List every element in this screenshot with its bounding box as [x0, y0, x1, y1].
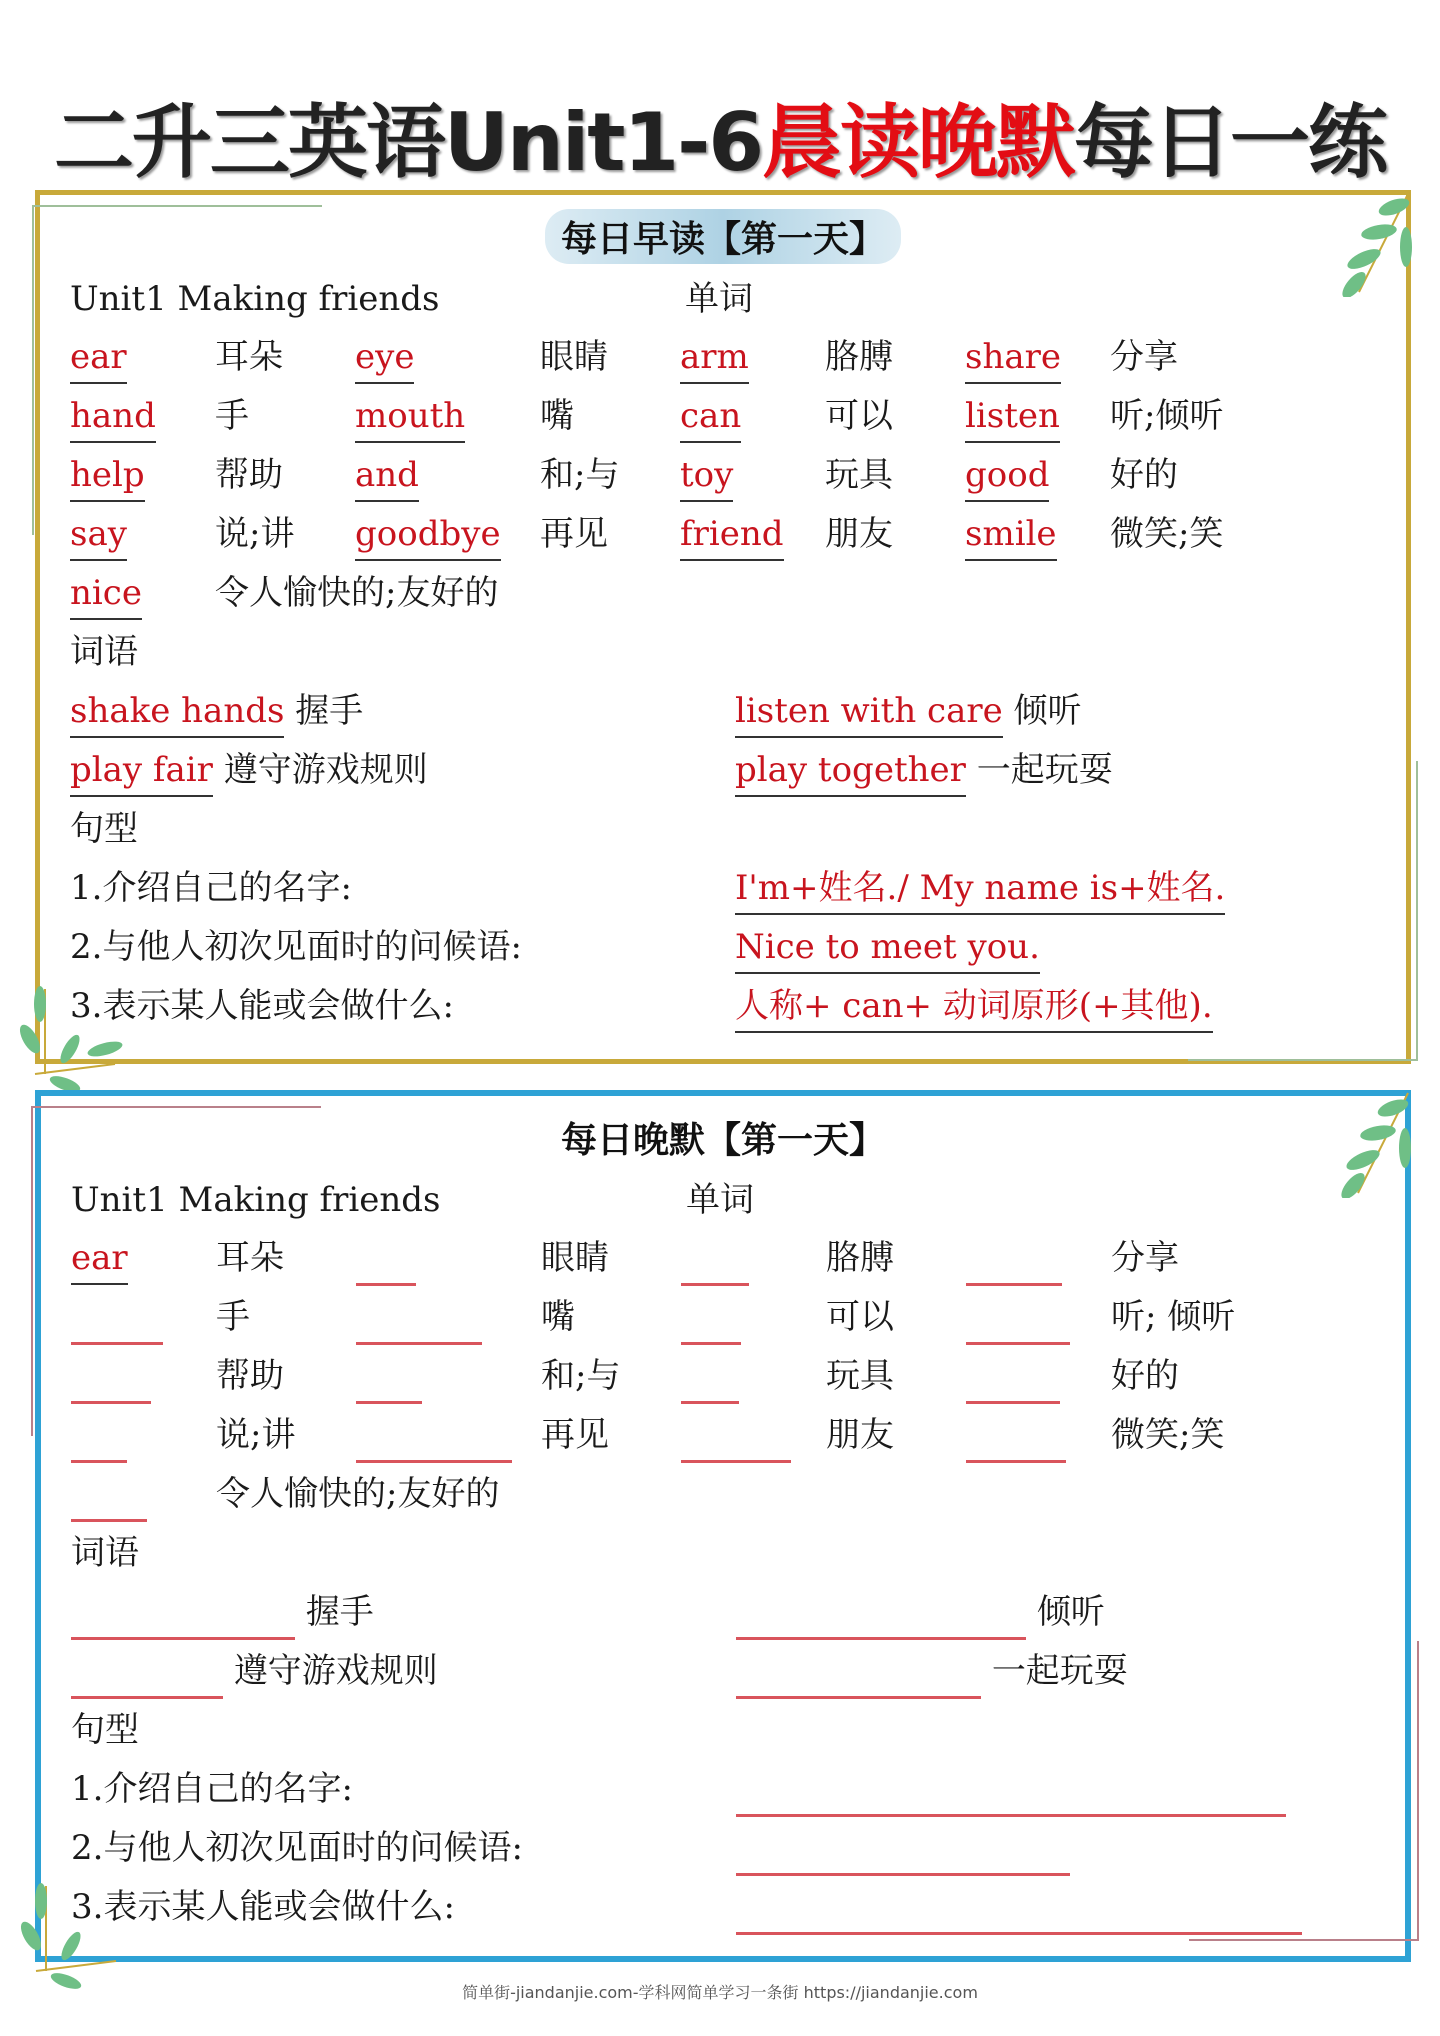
unit-title: Unit1 Making friends — [70, 279, 440, 319]
phrase-cn: 一起玩耍 — [991, 1651, 1128, 1691]
decor-line — [32, 205, 34, 535]
phrase-cn: 遵守游戏规则 — [223, 750, 428, 790]
answer-blank[interactable] — [681, 1361, 739, 1404]
title-part3: 每日一练 — [1074, 96, 1387, 189]
answer-blank[interactable] — [71, 1597, 295, 1640]
word-cn: 听; 倾听 — [1111, 1297, 1236, 1337]
word-cn: 手 — [215, 396, 249, 436]
answer-blank[interactable] — [966, 1243, 1062, 1286]
word-cn: 胳膊 — [825, 337, 893, 377]
answer-blank[interactable] — [966, 1302, 1070, 1345]
word-cn: 好的 — [1110, 455, 1178, 495]
word-en: hand — [70, 391, 156, 443]
word-en: goodbye — [355, 509, 501, 561]
answer-blank[interactable] — [356, 1302, 482, 1345]
phrase-en: play fair — [70, 745, 213, 797]
word-cn: 帮助 — [215, 455, 283, 495]
decor-line — [1416, 761, 1418, 1061]
word-cn: 耳朵 — [216, 1238, 284, 1278]
phrase-cn: 倾听 — [1013, 691, 1082, 731]
phrase-cn: 握手 — [295, 691, 364, 731]
sentence-prompt: 1.介绍自己的名字: — [71, 1769, 353, 1809]
word-cn: 玩具 — [826, 1356, 894, 1396]
word-cn: 和;与 — [541, 1356, 621, 1396]
decor-line — [32, 205, 322, 207]
word-cn: 耳朵 — [215, 337, 283, 377]
word-en: ear — [70, 332, 127, 384]
sentence-answer: I'm+姓名./ My name is+姓名. — [735, 863, 1225, 915]
word-en: say — [70, 509, 127, 561]
answer-blank[interactable] — [71, 1656, 223, 1699]
word-en: arm — [680, 332, 749, 384]
decor-line — [1417, 1641, 1419, 1941]
word-cn: 再见 — [541, 1415, 609, 1455]
title-part1: 二升三英语Unit1-6 — [53, 96, 763, 189]
word-en: listen — [965, 391, 1060, 443]
answer-blank[interactable] — [736, 1774, 1286, 1817]
word-en: can — [680, 391, 741, 443]
answer-blank[interactable] — [681, 1243, 749, 1286]
words-label: 单词 — [685, 279, 753, 319]
decor-line — [1188, 1059, 1418, 1061]
word-en: good — [965, 450, 1049, 502]
word-cn: 听;倾听 — [1110, 396, 1224, 436]
word-cn: 帮助 — [216, 1356, 284, 1396]
word-cn: 眼睛 — [540, 337, 608, 377]
answer-blank[interactable] — [356, 1420, 512, 1463]
word-cn: 分享 — [1111, 1238, 1179, 1278]
page-title — [0, 78, 1440, 193]
decor-line — [31, 1106, 33, 1436]
phrases-label: 词语 — [71, 1533, 139, 1573]
word-cn: 嘴 — [541, 1297, 575, 1337]
word-en: mouth — [355, 391, 465, 443]
unit-title: Unit1 Making friends — [71, 1180, 441, 1220]
sentence-prompt: 3.表示某人能或会做什么: — [71, 1887, 455, 1927]
phrase-en: listen with care — [735, 686, 1003, 738]
answer-blank[interactable] — [681, 1420, 791, 1463]
word-en: and — [355, 450, 419, 502]
sentence-prompt: 2.与他人初次见面时的问候语: — [70, 927, 522, 967]
leaf-branch-icon — [1334, 187, 1414, 297]
sentences-label: 句型 — [70, 809, 138, 849]
word-en: eye — [355, 332, 414, 384]
section-header: 每日晚默【第一天】 — [560, 1120, 885, 1161]
answer-blank[interactable] — [736, 1656, 981, 1699]
answer-blank[interactable] — [736, 1892, 1302, 1935]
footer-watermark: 简单街-jiandanjie.com-学科网简单学习一条街 https://jiandanjie.com — [462, 1983, 978, 2002]
sentence-prompt: 3.表示某人能或会做什么: — [70, 986, 454, 1026]
word-en: friend — [680, 509, 784, 561]
answer-blank[interactable] — [71, 1479, 147, 1522]
answer-blank[interactable] — [356, 1361, 422, 1404]
phrase-en: play together — [735, 745, 966, 797]
word-cn: 可以 — [825, 396, 893, 436]
leaf-branch-icon — [15, 984, 125, 1094]
word-cn: 嘴 — [540, 396, 574, 436]
word-cn: 微笑;笑 — [1110, 514, 1224, 554]
morning-reading-panel — [35, 190, 1411, 1064]
evening-dictation-panel — [35, 1090, 1411, 1962]
word-en: nice — [70, 568, 142, 620]
leaf-branch-icon — [16, 1881, 126, 1991]
sentence-answer: 人称+ can+ 动词原形(+其他). — [735, 981, 1213, 1033]
phrase-cn: 遵守游戏规则 — [233, 1651, 438, 1691]
word-cn: 可以 — [826, 1297, 894, 1337]
word-en: help — [70, 450, 145, 502]
phrase-cn: 握手 — [305, 1592, 374, 1632]
sentence-prompt: 1.介绍自己的名字: — [70, 868, 352, 908]
word-cn: 说;讲 — [216, 1415, 296, 1455]
word-cn: 手 — [216, 1297, 250, 1337]
section-header: 每日早读【第一天】 — [545, 209, 901, 264]
phrases-label: 词语 — [70, 632, 138, 672]
answer-blank[interactable] — [736, 1833, 1070, 1876]
answer-blank[interactable] — [356, 1243, 416, 1286]
word-cn: 微笑;笑 — [1111, 1415, 1225, 1455]
word-cn: 朋友 — [826, 1415, 894, 1455]
phrase-en: shake hands — [70, 686, 284, 738]
word-en: smile — [965, 509, 1057, 561]
answer-blank[interactable] — [966, 1361, 1060, 1404]
answer-blank[interactable] — [681, 1302, 741, 1345]
word-cn: 令人愉快的;友好的 — [215, 573, 499, 613]
word-en: toy — [680, 450, 733, 502]
sentence-prompt: 2.与他人初次见面时的问候语: — [71, 1828, 523, 1868]
word-en-example: ear — [71, 1233, 128, 1285]
sentences-label: 句型 — [71, 1710, 139, 1750]
decor-line — [1189, 1939, 1419, 1941]
title-highlight: 晨读晚默 — [762, 96, 1075, 189]
leaf-branch-icon — [1333, 1088, 1413, 1198]
answer-blank[interactable] — [71, 1302, 163, 1345]
word-cn: 眼睛 — [541, 1238, 609, 1278]
word-cn: 和;与 — [540, 455, 620, 495]
answer-blank[interactable] — [71, 1361, 151, 1404]
word-cn: 好的 — [1111, 1356, 1179, 1396]
answer-blank[interactable] — [736, 1597, 1026, 1640]
word-cn: 胳膊 — [826, 1238, 894, 1278]
word-cn: 说;讲 — [215, 514, 295, 554]
word-cn: 令人愉快的;友好的 — [216, 1474, 500, 1514]
decor-line — [31, 1106, 321, 1108]
word-cn: 朋友 — [825, 514, 893, 554]
answer-blank[interactable] — [966, 1420, 1066, 1463]
word-cn: 分享 — [1110, 337, 1178, 377]
phrase-cn: 一起玩耍 — [976, 750, 1113, 790]
word-cn: 再见 — [540, 514, 608, 554]
phrase-cn: 倾听 — [1036, 1592, 1105, 1632]
word-en: share — [965, 332, 1061, 384]
answer-blank[interactable] — [71, 1420, 127, 1463]
word-cn: 玩具 — [825, 455, 893, 495]
sentence-answer: Nice to meet you. — [735, 922, 1040, 974]
words-label: 单词 — [686, 1180, 754, 1220]
